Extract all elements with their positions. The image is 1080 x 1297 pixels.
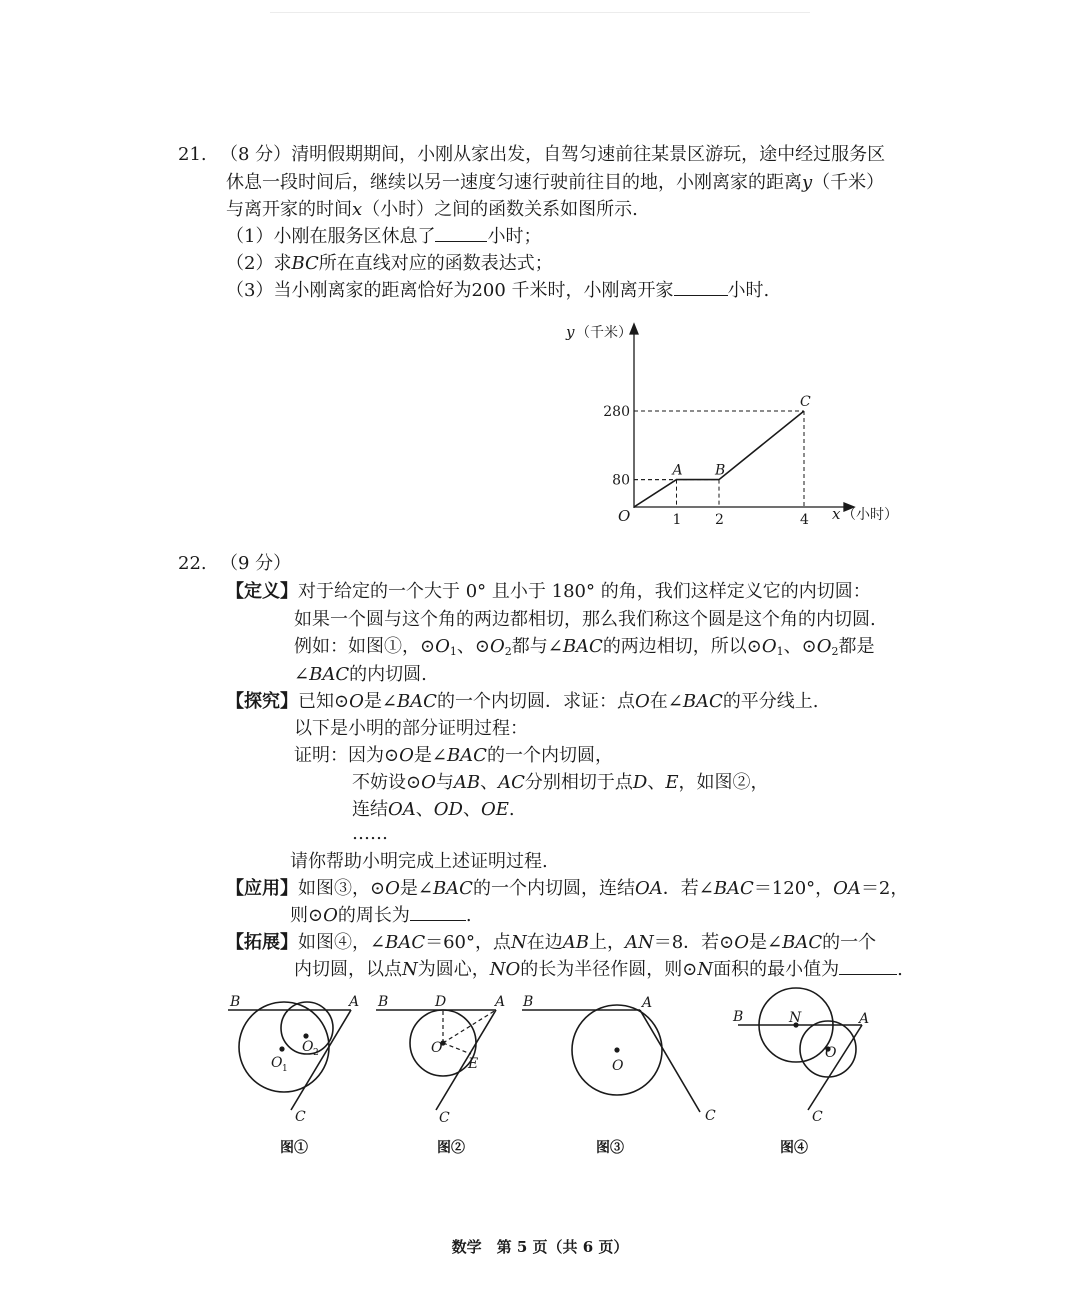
text: ．若∠ xyxy=(662,878,714,899)
page-top-edge xyxy=(270,12,810,13)
o-letter: O xyxy=(489,636,505,657)
text: ＝60°，点 xyxy=(425,932,511,953)
point-label-b: B xyxy=(715,462,726,479)
segment-an: AN xyxy=(624,932,654,953)
o-letter: O xyxy=(399,745,414,766)
section-tag: 【拓展】 xyxy=(226,932,298,953)
text: ，如图②， xyxy=(678,772,769,793)
label-a: A xyxy=(349,994,360,1010)
text: 的平分线上. xyxy=(722,691,819,712)
var-x: x xyxy=(352,199,363,220)
text: 是∠ xyxy=(749,932,783,953)
angle-name: BAC xyxy=(782,932,823,953)
text: 内切圆，以点 xyxy=(294,959,402,980)
center-o2 xyxy=(304,1034,308,1038)
stem-text: （千米） xyxy=(812,172,885,193)
sub-question-text: 小时. xyxy=(727,280,770,301)
figure-3-caption: 图③ xyxy=(596,1140,624,1156)
segment-ab: AB xyxy=(453,772,481,793)
segment-od: OD xyxy=(433,799,463,820)
text: 、 xyxy=(647,772,666,793)
text: 为圆心， xyxy=(417,959,490,980)
label-c: C xyxy=(439,1110,450,1126)
section-tag: 【定义】 xyxy=(226,581,298,602)
question-stem-line xyxy=(226,171,884,195)
question-points: （8 分） xyxy=(220,144,292,165)
label-n: N xyxy=(789,1010,802,1026)
segment-oe: OE xyxy=(480,799,509,820)
proof-line xyxy=(352,771,768,795)
text: ＝8．若⊙ xyxy=(653,932,735,953)
subscript: 2 xyxy=(831,645,839,658)
label-o: O xyxy=(612,1058,624,1074)
text: 的内切圆. xyxy=(349,664,427,685)
text: 的周长为 xyxy=(337,905,410,926)
apply-line xyxy=(226,877,908,901)
x-tick-label: 2 xyxy=(715,512,724,528)
ray-ac xyxy=(291,1010,351,1110)
text: 连结 xyxy=(352,799,388,820)
geometry-figures xyxy=(0,985,1080,1135)
sub-question-text: （1）小刚在服务区休息了 xyxy=(226,226,436,247)
text: 如图③，⊙ xyxy=(298,878,386,899)
stem-text: （小时）之间的函数关系如图所示. xyxy=(362,199,638,220)
label-c: C xyxy=(705,1108,716,1124)
text: . xyxy=(508,799,515,820)
text: 则⊙ xyxy=(290,905,324,926)
angle-name: BAC xyxy=(682,691,723,712)
y-tick-label: 80 xyxy=(612,472,630,489)
extend-line xyxy=(226,931,876,955)
definition-text: 对于给定的一个大于 0° 且小于 180° 的角，我们这样定义它的内切圆： xyxy=(298,581,871,602)
figure-4-drawing xyxy=(738,988,862,1110)
figure-1-caption: 图① xyxy=(280,1140,308,1156)
text: 是∠ xyxy=(413,745,447,766)
question-stem-line xyxy=(220,143,885,167)
text: 例如：如图①，⊙ xyxy=(294,636,436,657)
label-o2-subscript: 2 xyxy=(313,1048,319,1058)
label-o2: O xyxy=(302,1039,314,1055)
extend-line xyxy=(294,958,903,982)
label-b: B xyxy=(523,994,534,1010)
text: ＝2， xyxy=(860,878,909,899)
angle-name: BAC xyxy=(562,636,603,657)
segment-oa: OA xyxy=(388,799,416,820)
text: 分别相切于点 xyxy=(524,772,633,793)
label-c: C xyxy=(295,1109,306,1125)
segment-oe xyxy=(443,1043,471,1054)
text: 证明：因为⊙ xyxy=(294,745,400,766)
o-letter: O xyxy=(734,932,750,953)
point-n: N xyxy=(402,959,418,980)
definition-line xyxy=(294,608,876,632)
sub-question-text: 所在直线对应的函数表达式； xyxy=(318,253,553,274)
text: 面积的最小值为 xyxy=(713,959,840,980)
angle-name: BAC xyxy=(309,664,350,685)
x-tick-label: 4 xyxy=(800,512,809,528)
proof-line xyxy=(352,798,515,822)
point-n: N xyxy=(697,959,714,980)
text: 已知⊙ xyxy=(298,691,350,712)
label-b: B xyxy=(230,994,241,1010)
question-number: 21. xyxy=(178,144,207,165)
sub-question-text: （2）求 xyxy=(226,253,292,274)
text: 是∠ xyxy=(399,878,433,899)
text: 的两边相切，所以⊙ xyxy=(602,636,762,657)
text: 、⊙ xyxy=(456,636,490,657)
angle-name: BAC xyxy=(396,691,437,712)
definition-line xyxy=(226,580,871,604)
text: 以下是小明的部分证明过程： xyxy=(294,718,528,739)
o-letter: O xyxy=(435,636,450,657)
sub-question-text: （3）当小刚离家的距离恰好为200 千米时，小刚离开家 xyxy=(226,280,674,301)
angle-name: BAC xyxy=(446,745,487,766)
text: 的一个内切圆．求证：点 xyxy=(436,691,635,712)
section-tag: 【探究】 xyxy=(226,691,298,712)
point-e: E xyxy=(665,772,679,793)
text: 如图④，∠ xyxy=(298,932,386,953)
label-o1-subscript: 1 xyxy=(282,1064,288,1074)
text: . xyxy=(897,959,903,980)
stem-text: 清明假期期间，小刚从家出发，自驾匀速前往某景区游玩，途中经过服务区 xyxy=(291,144,886,165)
text: 在边 xyxy=(526,932,563,953)
label-a: A xyxy=(642,995,653,1011)
subscript: 2 xyxy=(504,645,512,658)
sub-question-text: 小时； xyxy=(487,226,542,247)
angle-name: BAC xyxy=(432,878,473,899)
label-o1: O xyxy=(271,1055,283,1071)
o-letter: O xyxy=(385,878,400,899)
sub-question-3 xyxy=(226,279,769,303)
text: 、 xyxy=(480,772,499,793)
x-axis-label-var: x xyxy=(832,505,841,523)
figure-3-drawing xyxy=(522,1005,700,1112)
text: 的一个 xyxy=(822,932,877,953)
o-letter: O xyxy=(421,772,436,793)
text: 不妨设⊙ xyxy=(352,772,422,793)
center-o1 xyxy=(280,1047,284,1051)
text: 在∠ xyxy=(649,691,683,712)
label-c: C xyxy=(812,1109,823,1125)
text: 、 xyxy=(415,799,434,820)
explore-line xyxy=(226,690,819,714)
segment-ac: AC xyxy=(498,772,525,793)
explore-line xyxy=(290,850,548,874)
figure-4-caption: 图④ xyxy=(780,1140,808,1156)
figure-2-caption: 图② xyxy=(437,1140,465,1156)
label-o: O xyxy=(825,1045,837,1061)
segment-ab: AB xyxy=(562,932,589,953)
definition-text: 如果一个圆与这个角的两边都相切，那么我们称这个圆是这个角的内切圆. xyxy=(294,609,876,630)
ray-ac xyxy=(640,1010,700,1112)
text: 都是 xyxy=(838,636,875,657)
question-number: 22. xyxy=(178,553,207,574)
figure-1-drawing xyxy=(228,1002,351,1110)
angle-name: BAC xyxy=(385,932,426,953)
proof-ellipsis: …… xyxy=(352,823,388,844)
subscript: 1 xyxy=(449,645,457,658)
text: . xyxy=(465,905,472,926)
o-letter: O xyxy=(323,905,338,926)
segment-oa: OA xyxy=(833,878,861,899)
definition-example-line xyxy=(294,663,427,687)
section-tag: 【应用】 xyxy=(226,878,298,899)
subscript: 1 xyxy=(776,645,784,658)
label-o: O xyxy=(431,1040,443,1056)
stem-text: 休息一段时间后，继续以另一速度匀速行驶前往目的地，小刚离家的距离 xyxy=(226,172,802,193)
label-b: B xyxy=(378,994,389,1010)
question-stem-line xyxy=(226,198,638,222)
question-points: （9 分） xyxy=(220,553,292,574)
text: 都与∠ xyxy=(511,636,563,657)
text: 是∠ xyxy=(363,691,397,712)
x-axis-label-unit: （小时） xyxy=(842,507,898,523)
y-tick-label: 280 xyxy=(603,404,630,420)
answer-blank[interactable] xyxy=(410,904,466,921)
o-letter: O xyxy=(816,636,832,657)
label-a: A xyxy=(495,994,506,1010)
segment-oa: OA xyxy=(634,878,663,899)
text: 、 xyxy=(462,799,481,820)
text: 的一个内切圆，连结 xyxy=(472,878,635,899)
segment-bc: BC xyxy=(291,253,319,274)
segment-oa xyxy=(443,1010,496,1043)
point-label-a: A xyxy=(672,462,683,479)
o-letter: O xyxy=(761,636,777,657)
text: 上， xyxy=(588,932,625,953)
apply-line xyxy=(290,904,472,928)
answer-blank[interactable] xyxy=(674,279,728,296)
label-e: E xyxy=(468,1056,479,1072)
var-y: y xyxy=(802,172,813,193)
segment-no: NO xyxy=(489,959,521,980)
text: ∠ xyxy=(294,664,310,685)
explore-line xyxy=(294,717,528,741)
point-d: D xyxy=(632,772,648,793)
label-d: D xyxy=(435,994,447,1010)
o-letter: O xyxy=(634,691,650,712)
y-axis-label-var: y xyxy=(566,323,575,341)
center-o xyxy=(615,1048,619,1052)
answer-blank[interactable] xyxy=(435,225,487,242)
text: 、⊙ xyxy=(783,636,817,657)
ray-ac xyxy=(436,1010,496,1110)
origin-label: O xyxy=(618,507,631,525)
y-axis-label-unit: （千米） xyxy=(576,325,632,341)
definition-example-line xyxy=(294,635,875,664)
text: 与 xyxy=(435,772,454,793)
x-tick-label: 1 xyxy=(672,512,682,528)
series-line xyxy=(634,411,804,507)
angle-name: BAC xyxy=(713,878,754,899)
stem-text: 与离开家的时间 xyxy=(226,199,352,220)
page-footer: 数学 第 5 页（共 6 页） xyxy=(451,1238,629,1256)
answer-blank[interactable] xyxy=(839,958,897,975)
text: ＝120°， xyxy=(753,878,834,899)
text: 的长为半径作圆，则⊙ xyxy=(520,959,698,980)
point-label-c: C xyxy=(800,394,811,410)
sub-question-1 xyxy=(226,225,541,249)
point-n: N xyxy=(511,932,527,953)
text: 请你帮助小明完成上述证明过程. xyxy=(290,851,548,872)
proof-line xyxy=(294,744,613,768)
label-a: A xyxy=(859,1011,870,1027)
o-letter: O xyxy=(349,691,364,712)
sub-question-2 xyxy=(226,252,553,276)
distance-time-graph xyxy=(560,318,910,533)
label-b: B xyxy=(733,1009,744,1025)
text: 的一个内切圆， xyxy=(486,745,613,766)
